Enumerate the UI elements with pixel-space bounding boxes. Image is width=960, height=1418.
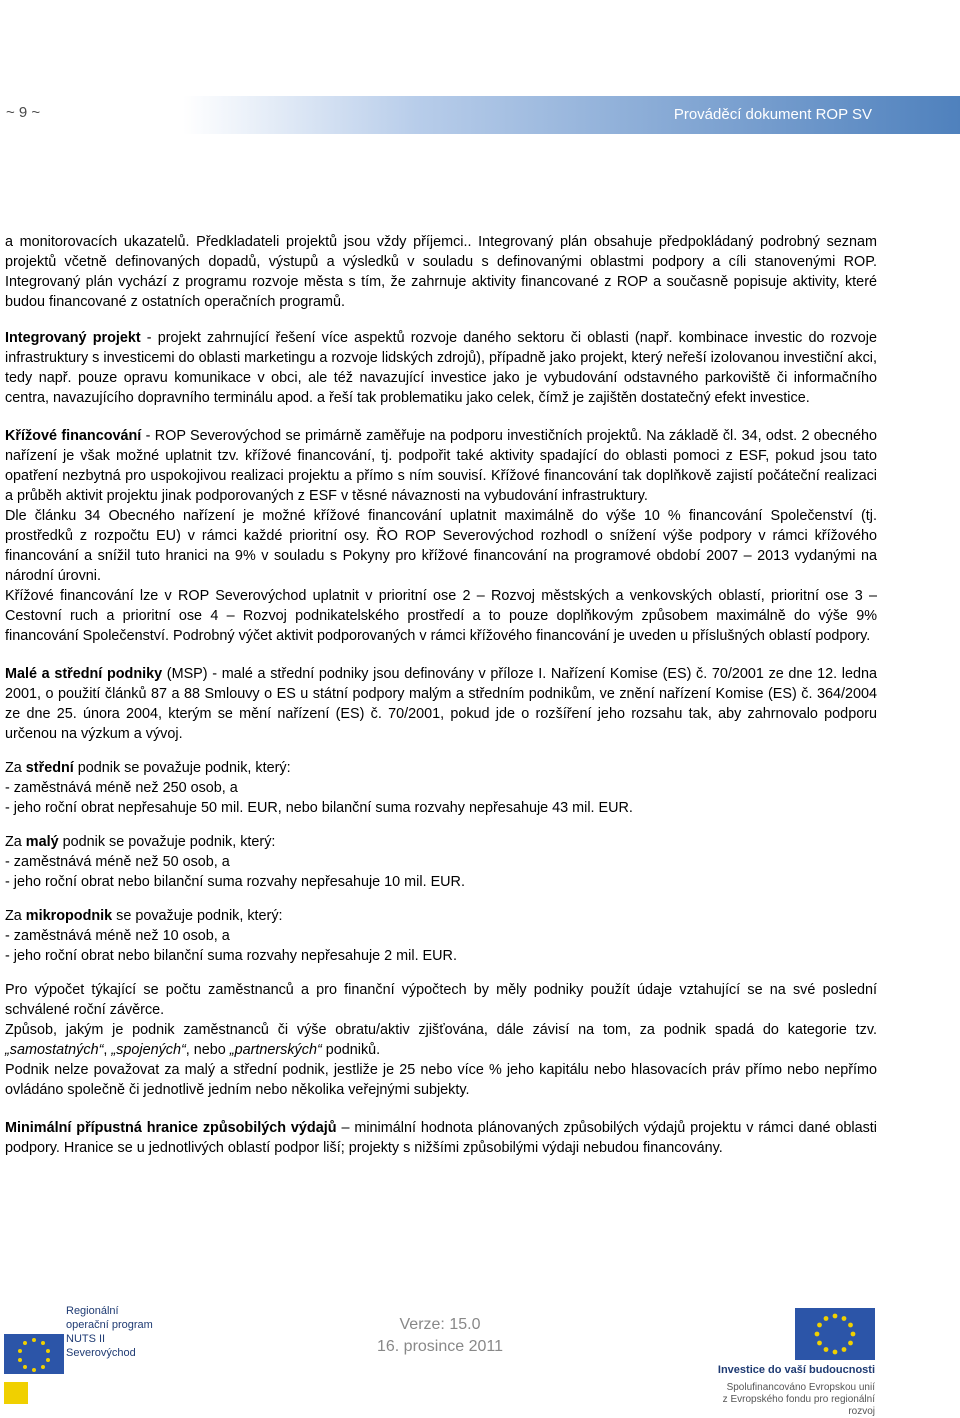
list-item: - zaměstnává méně než 10 osob, a xyxy=(5,928,230,944)
term-cross-financing: Křížové financování xyxy=(5,428,142,444)
paragraph-minimum-expenditure: Minimální přípustná hranice způsobilých výdajů – minimální hodnota plánovaných způsobilých výdajů projektu v rámci dané oblasti podpory. Hranice se u jednotlivých oblastí podpor liší; projekty s nižšími způsobilými výdaji nebudou financovány. xyxy=(5,1120,877,1156)
document-body xyxy=(5,232,877,1158)
paragraph-cross-financing-axes: Křížové financování lze v ROP Severovýchod uplatnit v prioritní ose 2 – Rozvoj městských a venkovských oblastí, prioritní ose 3 – Cestovní ruch a prioritní ose 4 – Rozvoj podnikatelského prostředí a to pouze doplňkovým způsobem maximálně do výše 9% financování Společenství. Podrobný výčet aktivit podporovaných v rámci křížového financování je uveden u příslušných oblastí podpory. xyxy=(5,588,877,644)
paragraph-integrated-plan: a monitorovacích ukazatelů. Předkladateli projektů jsou vždy příjemci.. Integrovaný plán obsahuje předpokládaný podrobný seznam projektů včetně definovaných dopadů, výstupů a výsledků v souladu s definovanými oblastmi podpory a cíli stanovenými ROP. Integrovaný plán vychází z programu rozvoje města s tím, že zahrnuje aktivity financované z ROP a současně popisuje aktivity, které budou financované z ostatních operačních programů. xyxy=(5,234,877,310)
small-enterprise-definition: Za malý podnik se považuje podnik, který: - zaměstnává méně než 50 osob, a - jeho roční obrat nebo bilanční suma rozvahy nepřesahuje 10 mil. EUR. xyxy=(5,832,877,892)
list-item: - zaměstnává méně než 250 osob, a xyxy=(5,780,238,796)
page-number: ~ 9 ~ xyxy=(6,104,41,121)
paragraph-employee-calculation: Pro výpočet týkající se počtu zaměstnanců a pro finanční výpočtech by měly podniky použít údaje vztahující se na své poslední schválené roční závěrce. xyxy=(5,982,877,1018)
right-logo-subtitle-2: z Evropského fondu pro regionální rozvoj xyxy=(722,1394,875,1417)
eu-stars-icon xyxy=(4,1334,64,1374)
version-number: Verze: 15.0 xyxy=(399,1316,481,1333)
header-band xyxy=(183,96,960,134)
micro-enterprise-definition: Za mikropodnik se považuje podnik, který: - zaměstnává méně než 10 osob, a - jeho roční obrat nebo bilanční suma rozvahy nepřesahuje 2 mil. EUR. xyxy=(5,906,877,966)
paragraph-integrated-project: Integrovaný projekt - projekt zahrnující řešení více aspektů rozvoje daného sektoru či oblasti (např. kombinace investic do rozvoje infrastruktury s investicemi do oblasti marketingu a rozvoje lidských zdrojů), případně jako projekt, který neřeší izolovanou investiční akci, tedy např. pouze opravu komunikace v obci, ale též navazující investice jako je vybudování odstavného parkoviště či informačního centra, navazujícího dopravního terminálu apod. a řeší tak problematiku jako celek, čímž je zajištěn dostatečný efekt investice. xyxy=(5,330,877,406)
flag-stripe xyxy=(4,1382,28,1404)
paragraph-sme: Malé a střední podniky (MSP) - malé a střední podniky jsou definovány v příloze I. Nařízení Komise (ES) č. 70/2001 ze dne 12. ledna 2001, o použití článků 87 a 88 Smlouvy o ES u státní podpory malým a středním podnikům, ve znění nařízení Komise (ES) č. 364/2004 ze dne 25. února 2004, kterým se mění nařízení (ES) č. 70/2001, pokud jde o rozšíření jeho rozsahu tak, aby zahrnovalo podporu určenou na výzkum a vývoj. xyxy=(5,666,877,742)
left-logo-text: Regionální operační program NUTS II Severovýchod xyxy=(66,1305,153,1359)
eu-investment-logo xyxy=(697,1308,877,1417)
version-date: 16. prosince 2011 xyxy=(376,1338,503,1355)
term-sme: Malé a střední podniky xyxy=(5,666,163,682)
term-integrated-project: Integrovaný projekt xyxy=(5,330,141,346)
eu-flag-icon xyxy=(795,1308,875,1360)
footer xyxy=(0,1290,960,1417)
medium-enterprise-definition: Za střední podnik se považuje podnik, který: - zaměstnává méně než 250 osob, a - jeho roční obrat nepřesahuje 50 mil. EUR, nebo bilanční suma rozvahy nepřesahuje 43 mil. EUR. xyxy=(5,758,877,818)
list-item: - jeho roční obrat nepřesahuje 50 mil. EUR, nebo bilanční suma rozvahy nepřesahuje 43 mil. EUR. xyxy=(5,800,633,816)
document-title: Prováděcí dokument ROP SV xyxy=(673,106,872,123)
paragraph-article-34: Dle článku 34 Obecného nařízení je možné křížové financování uplatnit maximálně do výše 10 % financování Společenství (tj. prostředků z rozpočtu EU) v rámci každé prioritní osy. ŘO ROP Severovýchod rozhodl o snížení výše podpory v rámci křížového financování a snížil tuto hranici na 9% v souladu s Pokyny pro křížové financování na programové období 2007 – 2013 vydanými na národní úrovni. xyxy=(5,508,877,584)
term-minimum-expenditure: Minimální přípustná hranice způsobilých výdajů xyxy=(5,1120,337,1136)
list-item: - jeho roční obrat nebo bilanční suma rozvahy nepřesahuje 2 mil. EUR. xyxy=(5,948,457,964)
right-logo-subtitle-1: Spolufinancováno Evropskou unií xyxy=(726,1382,875,1393)
list-item: - jeho roční obrat nebo bilanční suma rozvahy nepřesahuje 10 mil. EUR. xyxy=(5,874,465,890)
version-info xyxy=(360,1314,520,1358)
paragraph-enterprise-categories: Způsob, jakým je podnik zaměstnanců či výše obratu/aktiv zjišťována, dále závisí na tom, za podnik spadá do kategorie tzv. „samostatných“, „spojených“, nebo „partnerských“ podniků. xyxy=(5,1022,877,1058)
paragraph-cross-financing: Křížové financování - ROP Severovýchod se primárně zaměřuje na podporu investičních projektů. Na základě čl. 34, odst. 2 obecného nařízení je však možné uplatnit tzv. křížové financování, tj. podpořit také aktivity spadající do oblasti pomoci z ESF, pokud jsou tato opatření nezbytná pro uspokojivou realizaci projektu a přímo s ním souvisí. Křížové financování tak doplňkově zajistí počáteční realizaci a průběh aktivit projektu jinak podporovaných z ESF v těsné návaznosti na vybudování infrastruktury. xyxy=(5,428,877,504)
paragraph-public-control: Podnik nelze považovat za malý a střední podnik, jestliže je 25 nebo více % jeho kapitálu nebo hlasovacích práv přímo nebo nepřímo ovládáno společně či jednotlivě jedním nebo několika veřejnými subjekty. xyxy=(5,1062,877,1098)
right-logo-title: Investice do vaší budoucnosti xyxy=(717,1364,875,1376)
rop-severovychod-logo xyxy=(4,1304,174,1396)
list-item: - zaměstnává méně než 50 osob, a xyxy=(5,854,230,870)
